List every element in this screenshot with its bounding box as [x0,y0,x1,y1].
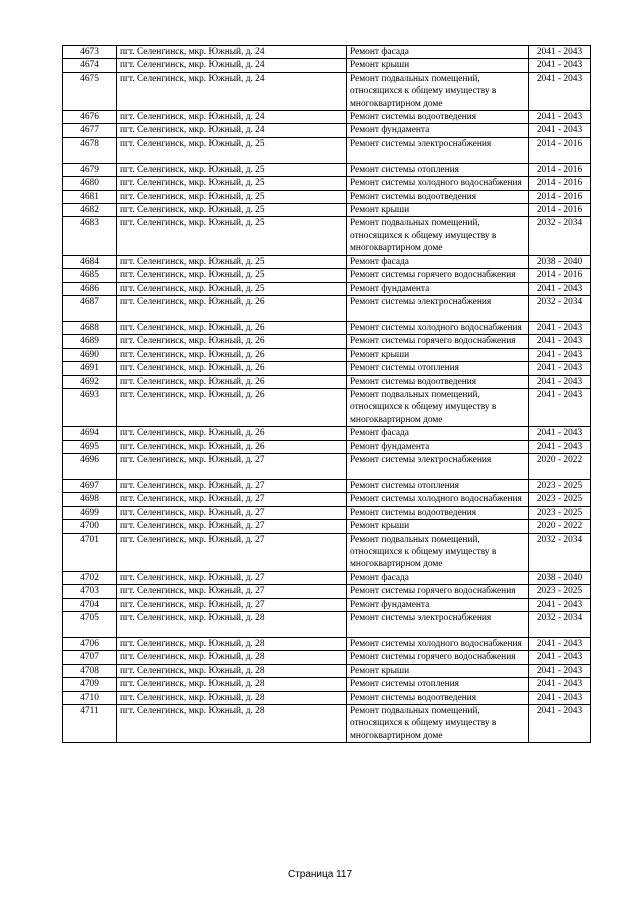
row-work-type: Ремонт системы электроснабжения [347,453,529,479]
page-number: Страница 117 [287,869,353,880]
row-address: пгт. Селенгинск, мкр. Южный, д. 25 [117,255,347,268]
table-row [63,479,591,492]
row-number: 4690 [63,348,117,361]
row-number: 4696 [63,453,117,479]
row-number: 4687 [63,295,117,321]
row-number: 4711 [63,705,117,743]
table-row [63,46,591,59]
row-address: пгт. Селенгинск, мкр. Южный, д. 26 [117,348,347,361]
table-row [63,440,591,453]
row-number: 4685 [63,269,117,282]
row-number: 4683 [63,217,117,255]
row-work-type: Ремонт системы водоотведения [347,190,529,203]
row-period: 2041 - 2043 [529,282,591,295]
table-row [63,177,591,190]
row-number: 4709 [63,678,117,691]
row-address: пгт. Селенгинск, мкр. Южный, д. 26 [117,440,347,453]
row-address: пгт. Селенгинск, мкр. Южный, д. 25 [117,190,347,203]
table-row [63,691,591,704]
row-address: пгт. Селенгинск, мкр. Южный, д. 24 [117,124,347,137]
table-row [63,585,591,598]
row-period: 2041 - 2043 [529,691,591,704]
row-work-type: Ремонт системы горячего водоснабжения [347,651,529,664]
row-address: пгт. Селенгинск, мкр. Южный, д. 27 [117,533,347,571]
row-period: 2038 - 2040 [529,255,591,268]
row-period: 2041 - 2043 [529,664,591,677]
row-number: 4706 [63,638,117,651]
row-number: 4697 [63,479,117,492]
row-work-type: Ремонт фундамента [347,124,529,137]
row-period: 2041 - 2043 [529,72,591,110]
row-address: пгт. Селенгинск, мкр. Южный, д. 27 [117,453,347,479]
row-work-type: Ремонт системы горячего водоснабжения [347,335,529,348]
row-work-type: Ремонт фасада [347,46,529,59]
row-period: 2041 - 2043 [529,388,591,426]
row-work-type: Ремонт подвальных помещений, относящихся к общему имуществу в многоквартирном доме [347,705,529,743]
row-number: 4682 [63,204,117,217]
row-work-type: Ремонт крыши [347,664,529,677]
row-work-type: Ремонт крыши [347,59,529,72]
row-period: 2014 - 2016 [529,204,591,217]
row-work-type: Ремонт системы электроснабжения [347,612,529,638]
table-row [63,638,591,651]
row-work-type: Ремонт фасада [347,427,529,440]
row-work-type: Ремонт системы водоотведения [347,691,529,704]
row-period: 2032 - 2034 [529,295,591,321]
row-address: пгт. Селенгинск, мкр. Южный, д. 28 [117,651,347,664]
row-address: пгт. Селенгинск, мкр. Южный, д. 24 [117,111,347,124]
table-row [63,533,591,571]
row-period: 2041 - 2043 [529,651,591,664]
row-number: 4676 [63,111,117,124]
works-table [62,45,591,743]
row-work-type: Ремонт системы горячего водоснабжения [347,585,529,598]
row-work-type: Ремонт подвальных помещений, относящихся к общему имуществу в многоквартирном доме [347,388,529,426]
row-work-type: Ремонт системы горячего водоснабжения [347,269,529,282]
table-row [63,124,591,137]
row-number: 4684 [63,255,117,268]
row-address: пгт. Селенгинск, мкр. Южный, д. 25 [117,217,347,255]
row-number: 4710 [63,691,117,704]
row-work-type: Ремонт системы водоотведения [347,111,529,124]
row-work-type: Ремонт системы холодного водоснабжения [347,321,529,334]
table-row [63,269,591,282]
row-address: пгт. Селенгинск, мкр. Южный, д. 27 [117,571,347,584]
row-work-type: Ремонт подвальных помещений, относящихся к общему имуществу в многоквартирном доме [347,72,529,110]
row-work-type: Ремонт фундамента [347,598,529,611]
row-address: пгт. Селенгинск, мкр. Южный, д. 27 [117,493,347,506]
row-address: пгт. Селенгинск, мкр. Южный, д. 24 [117,59,347,72]
row-work-type: Ремонт подвальных помещений, относящихся к общему имуществу в многоквартирном доме [347,533,529,571]
row-address: пгт. Селенгинск, мкр. Южный, д. 25 [117,163,347,176]
row-address: пгт. Селенгинск, мкр. Южный, д. 24 [117,72,347,110]
row-period: 2041 - 2043 [529,59,591,72]
row-number: 4673 [63,46,117,59]
table-row [63,295,591,321]
row-address: пгт. Селенгинск, мкр. Южный, д. 27 [117,520,347,533]
row-period: 2041 - 2043 [529,111,591,124]
row-number: 4695 [63,440,117,453]
row-work-type: Ремонт системы отопления [347,678,529,691]
row-number: 4707 [63,651,117,664]
row-address: пгт. Селенгинск, мкр. Южный, д. 28 [117,705,347,743]
row-address: пгт. Селенгинск, мкр. Южный, д. 26 [117,295,347,321]
row-address: пгт. Селенгинск, мкр. Южный, д. 28 [117,664,347,677]
row-number: 4698 [63,493,117,506]
table-row [63,493,591,506]
table-row [63,506,591,519]
row-number: 4686 [63,282,117,295]
row-number: 4700 [63,520,117,533]
row-number: 4674 [63,59,117,72]
row-address: пгт. Селенгинск, мкр. Южный, д. 26 [117,321,347,334]
row-work-type: Ремонт системы электроснабжения [347,137,529,163]
row-number: 4703 [63,585,117,598]
table-row [63,678,591,691]
row-work-type: Ремонт фундамента [347,440,529,453]
row-address: пгт. Селенгинск, мкр. Южный, д. 28 [117,612,347,638]
table-row [63,137,591,163]
row-period: 2014 - 2016 [529,137,591,163]
table-row [63,453,591,479]
row-period: 2020 - 2022 [529,453,591,479]
table-row [63,362,591,375]
row-number: 4694 [63,427,117,440]
table-row [63,72,591,110]
table-row [63,282,591,295]
row-number: 4693 [63,388,117,426]
row-work-type: Ремонт системы холодного водоснабжения [347,493,529,506]
row-period: 2041 - 2043 [529,124,591,137]
row-number: 4675 [63,72,117,110]
row-period: 2032 - 2034 [529,612,591,638]
row-work-type: Ремонт системы водоотведения [347,375,529,388]
row-work-type: Ремонт фасада [347,571,529,584]
row-address: пгт. Селенгинск, мкр. Южный, д. 28 [117,638,347,651]
row-period: 2023 - 2025 [529,479,591,492]
row-work-type: Ремонт системы отопления [347,362,529,375]
row-work-type: Ремонт фундамента [347,282,529,295]
row-address: пгт. Селенгинск, мкр. Южный, д. 26 [117,427,347,440]
table-row [63,598,591,611]
row-period: 2014 - 2016 [529,177,591,190]
row-number: 4681 [63,190,117,203]
row-address: пгт. Селенгинск, мкр. Южный, д. 27 [117,598,347,611]
row-number: 4705 [63,612,117,638]
row-number: 4692 [63,375,117,388]
row-period: 2041 - 2043 [529,46,591,59]
table-row [63,651,591,664]
row-work-type: Ремонт системы электроснабжения [347,295,529,321]
row-period: 2014 - 2016 [529,269,591,282]
row-period: 2038 - 2040 [529,571,591,584]
row-period: 2023 - 2025 [529,506,591,519]
table-row [63,59,591,72]
row-address: пгт. Селенгинск, мкр. Южный, д. 26 [117,362,347,375]
table-row [63,335,591,348]
row-number: 4702 [63,571,117,584]
row-number: 4691 [63,362,117,375]
row-work-type: Ремонт системы отопления [347,163,529,176]
row-number: 4688 [63,321,117,334]
row-work-type: Ремонт крыши [347,348,529,361]
row-period: 2014 - 2016 [529,190,591,203]
table-row [63,190,591,203]
row-period: 2041 - 2043 [529,321,591,334]
row-period: 2041 - 2043 [529,440,591,453]
table-row [63,520,591,533]
row-number: 4689 [63,335,117,348]
row-work-type: Ремонт подвальных помещений, относящихся к общему имуществу в многоквартирном доме [347,217,529,255]
row-number: 4699 [63,506,117,519]
row-address: пгт. Селенгинск, мкр. Южный, д. 25 [117,177,347,190]
row-period: 2023 - 2025 [529,493,591,506]
row-address: пгт. Селенгинск, мкр. Южный, д. 25 [117,204,347,217]
row-number: 4678 [63,137,117,163]
row-number: 4701 [63,533,117,571]
row-period: 2014 - 2016 [529,163,591,176]
row-period: 2020 - 2022 [529,520,591,533]
table-row [63,217,591,255]
table-row [63,388,591,426]
table-row [63,111,591,124]
table-row [63,664,591,677]
table-row [63,163,591,176]
row-period: 2041 - 2043 [529,705,591,743]
row-period: 2041 - 2043 [529,348,591,361]
row-period: 2041 - 2043 [529,375,591,388]
row-period: 2032 - 2034 [529,533,591,571]
works-table-body [63,46,591,743]
row-number: 4708 [63,664,117,677]
row-address: пгт. Селенгинск, мкр. Южный, д. 26 [117,388,347,426]
row-work-type: Ремонт крыши [347,204,529,217]
row-period: 2041 - 2043 [529,598,591,611]
row-address: пгт. Селенгинск, мкр. Южный, д. 26 [117,335,347,348]
row-period: 2041 - 2043 [529,638,591,651]
table-row [63,204,591,217]
row-work-type: Ремонт системы холодного водоснабжения [347,638,529,651]
row-period: 2041 - 2043 [529,678,591,691]
row-number: 4704 [63,598,117,611]
row-number: 4679 [63,163,117,176]
table-row [63,375,591,388]
row-address: пгт. Селенгинск, мкр. Южный, д. 28 [117,678,347,691]
row-address: пгт. Селенгинск, мкр. Южный, д. 27 [117,479,347,492]
row-address: пгт. Селенгинск, мкр. Южный, д. 27 [117,506,347,519]
row-address: пгт. Селенгинск, мкр. Южный, д. 26 [117,375,347,388]
row-number: 4677 [63,124,117,137]
row-work-type: Ремонт системы водоотведения [347,506,529,519]
row-period: 2041 - 2043 [529,362,591,375]
row-period: 2041 - 2043 [529,427,591,440]
table-row [63,427,591,440]
row-period: 2041 - 2043 [529,335,591,348]
table-row [63,612,591,638]
row-work-type: Ремонт системы холодного водоснабжения [347,177,529,190]
row-period: 2023 - 2025 [529,585,591,598]
row-address: пгт. Селенгинск, мкр. Южный, д. 28 [117,691,347,704]
row-address: пгт. Селенгинск, мкр. Южный, д. 25 [117,282,347,295]
table-row [63,255,591,268]
row-address: пгт. Селенгинск, мкр. Южный, д. 24 [117,46,347,59]
table-row [63,571,591,584]
table-row [63,321,591,334]
table-row [63,705,591,743]
row-work-type: Ремонт крыши [347,520,529,533]
row-address: пгт. Селенгинск, мкр. Южный, д. 25 [117,137,347,163]
row-work-type: Ремонт фасада [347,255,529,268]
row-number: 4680 [63,177,117,190]
row-work-type: Ремонт системы отопления [347,479,529,492]
row-address: пгт. Селенгинск, мкр. Южный, д. 25 [117,269,347,282]
table-row [63,348,591,361]
row-address: пгт. Селенгинск, мкр. Южный, д. 27 [117,585,347,598]
row-period: 2032 - 2034 [529,217,591,255]
